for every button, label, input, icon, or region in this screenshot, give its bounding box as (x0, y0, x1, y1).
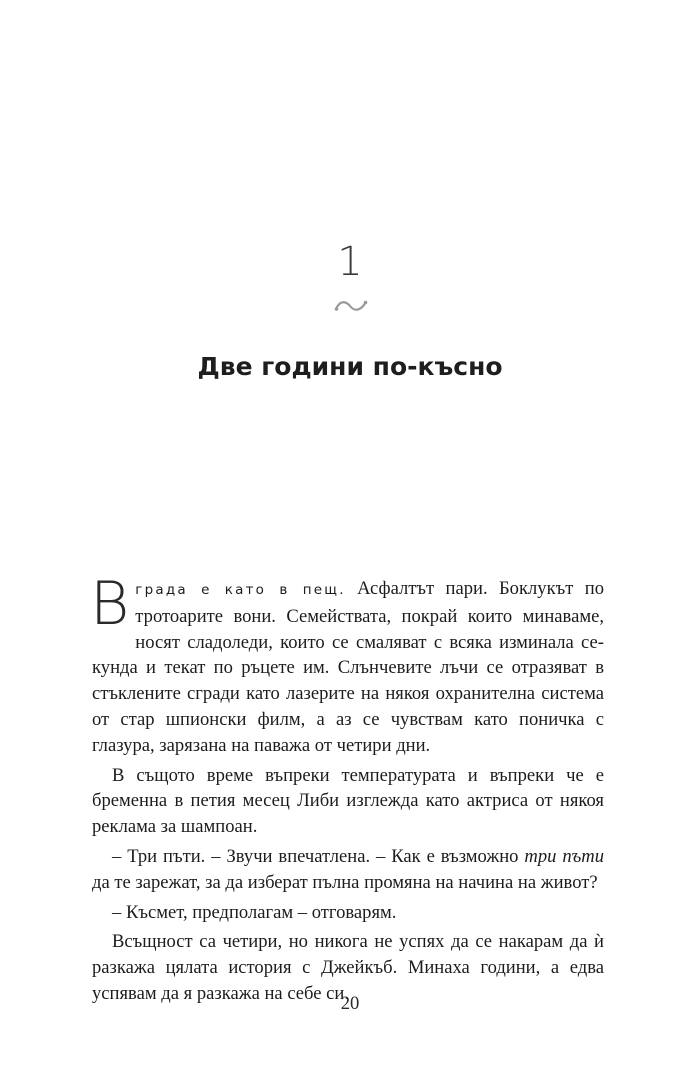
paragraph-3 (92, 844, 604, 896)
page-number: 20 (340, 993, 360, 1014)
paragraph-3-after: да те зарежат, за да изберат пълна промяна на начина на живот? (92, 871, 598, 893)
small-caps-lead: града е като в пещ. (135, 582, 346, 598)
tilde-flourish-icon (333, 296, 369, 316)
chapter-title: Две години по-късно (197, 352, 503, 381)
paragraph-3-before: – Три пъти. – Звучи впечатлена. – Как е възможно (112, 845, 525, 867)
drop-cap: В (90, 569, 130, 639)
chapter-body (90, 569, 605, 1011)
paragraph-2: В същото време въпреки температурата и въпреки че е бременна в петия месец Либи изглежда като актриса от някоя реклама за шампоан. (92, 764, 604, 838)
paragraph-1-text: Асфалтът пари. Боклукът по тротоарите вони. Семействата, покрай които минаваме, носят сладоледи, които се смаляват с всяка изминала секунда и текат по ръцете им. Слънчевите лъчи се отразяват в стъклените сгради като лазерите на някоя охранителна система от стар шпионски филм, а аз се чувствам като поничка с глазура, зарязана на паважа от четири дни. (92, 578, 604, 756)
paragraph-4: – Късмет, предполагам – отговарям. (112, 901, 397, 923)
paragraph-3-italic: три пъти (524, 845, 605, 867)
chapter-number: 1 (337, 239, 363, 285)
paragraph-1 (90, 569, 604, 759)
paragraph-5: Всъщност са четири, но никога не успях да се накарам да ѝ разкажа цялата история с Джейкъб. Минаха години, а едва успявам да я разкажа на себе си. (92, 931, 604, 1004)
